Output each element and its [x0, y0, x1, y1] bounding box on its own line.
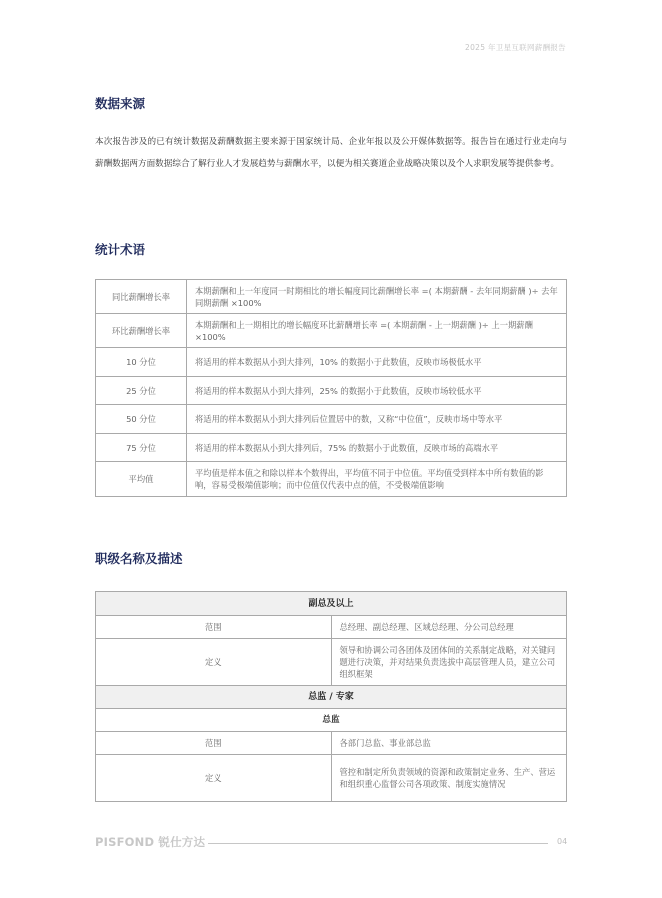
definition-label-cell: 定义: [96, 639, 332, 686]
data-source-title: 数据来源: [95, 96, 146, 111]
term-cell: 同比薪酬增长率: [96, 280, 187, 314]
scope-value-cell: 总经理、副总经理、区域总经理、分公司总经理: [331, 616, 567, 639]
level-group-heading-cell: 总监 / 专家: [96, 686, 567, 709]
definition-value-cell: 领导和协调公司各团体及团体间的关系制定战略，对关键问题进行决策，并对结果负责选拔中高层管理人员，建立公司组织框架: [331, 639, 567, 686]
table-row: [96, 280, 567, 314]
table-row: [96, 314, 567, 348]
term-desc-cell: 本期薪酬和上一年度同一时期相比的增长幅度同比薪酬增长率 =( 本期薪酬 - 去年同期薪酬 )÷ 去年同期薪酬 ×100%: [187, 280, 567, 314]
table-row: [96, 377, 567, 405]
term-cell: 50 分位: [96, 405, 187, 434]
scope-label-cell: 范围: [96, 616, 332, 639]
level-subgroup-heading-cell: 总监: [96, 709, 567, 732]
levels-table: [95, 591, 567, 802]
term-desc-cell: 本期薪酬和上一期相比的增长幅度环比薪酬增长率 =( 本期薪酬 - 上一期薪酬 )÷ 上一期薪酬 ×100%: [187, 314, 567, 348]
page-number: 04: [557, 837, 568, 846]
definition-value-cell: 管控和制定所负责领域的资源和政策制定业务、生产、营运和组织重心监督公司各项政策、制度实施情况: [331, 755, 567, 802]
table-row: [96, 462, 567, 497]
term-cell: 75 分位: [96, 434, 187, 462]
levels-title: 职级名称及描述: [95, 551, 183, 566]
table-row: [96, 348, 567, 377]
term-desc-cell: 将适用的样本数据从小到大排列后位置居中的数，又称“中位值”，反映市场中等水平: [187, 405, 567, 434]
level-group-heading: [96, 686, 567, 709]
term-cell: 环比薪酬增长率: [96, 314, 187, 348]
company-logo: [95, 834, 205, 850]
level-group-heading: [96, 592, 567, 616]
table-row: [96, 732, 567, 755]
table-row: [96, 616, 567, 639]
term-cell: 10 分位: [96, 348, 187, 377]
level-subgroup-heading: [96, 709, 567, 732]
table-row: [96, 434, 567, 462]
company-logo-text: PISFOND 锐仕方达: [95, 835, 206, 849]
term-desc-cell: 平均值是样本值之和除以样本个数得出，平均值不同于中位值。平均值受到样本中所有数值的影响，容易受极端值影响；而中位值仅代表中点的值，不受极端值影响: [187, 462, 567, 497]
terms-table: [95, 279, 567, 497]
term-desc-cell: 将适用的样本数据从小到大排列，10% 的数据小于此数值，反映市场极低水平: [187, 348, 567, 377]
scope-label-cell: 范围: [96, 732, 332, 755]
table-row: [96, 639, 567, 686]
footer-divider: [208, 843, 548, 844]
term-cell: 25 分位: [96, 377, 187, 405]
data-source-paragraph: 本次报告涉及的已有统计数据及薪酬数据主要来源于国家统计局、企业年报以及公开媒体数据等。报告旨在通过行业走向与薪酬数据两方面数据综合了解行业人才发展趋势与薪酬水平，以便为相关赛道企业战略决策以及个人求职发展等提供参考。: [95, 137, 567, 169]
table-row: [96, 755, 567, 802]
definition-label-cell: 定义: [96, 755, 332, 802]
table-row: [96, 405, 567, 434]
level-group-heading-cell: 副总及以上: [96, 592, 567, 616]
scope-value-cell: 各部门总监、事业部总监: [331, 732, 567, 755]
term-cell: 平均值: [96, 462, 187, 497]
terms-title: 统计术语: [95, 242, 146, 257]
report-header-title: 2025 年卫星互联网薪酬报告: [465, 43, 566, 52]
term-desc-cell: 将适用的样本数据从小到大排列后，75% 的数据小于此数值，反映市场的高端水平: [187, 434, 567, 462]
term-desc-cell: 将适用的样本数据从小到大排列，25% 的数据小于此数值，反映市场较低水平: [187, 377, 567, 405]
